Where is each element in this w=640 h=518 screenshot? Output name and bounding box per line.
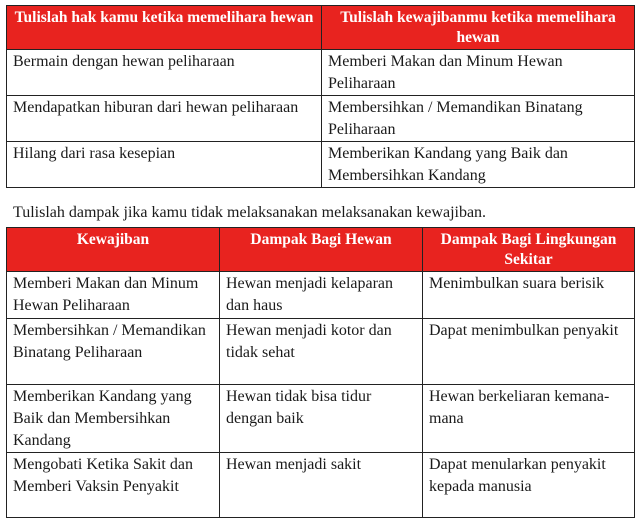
table-header-row	[7, 228, 635, 272]
table-row	[7, 453, 635, 518]
rights-obligations-table	[6, 5, 635, 188]
cell-obligation: Membersihkan / Memandikan Binatang Peliharaan	[7, 319, 220, 385]
cell-impact-animal: Hewan menjadi kelaparan dan haus	[220, 272, 423, 319]
cell-obligation: Memberi Makan dan Minum Hewan Peliharaan	[7, 272, 220, 319]
cell-impact-environment: Dapat menularkan penyakit kepada manusia	[423, 453, 635, 518]
cell-obligation: Memberi Makan dan Minum Hewan Peliharaan	[322, 50, 635, 96]
cell-impact-environment: Hewan berkeliaran kemana-mana	[423, 385, 635, 453]
impact-table	[6, 227, 635, 518]
cell-impact-animal: Hewan menjadi sakit	[220, 453, 423, 518]
header-impact-environment: Dampak Bagi Lingkungan Sekitar	[423, 228, 635, 272]
cell-right: Bermain dengan hewan peliharaan	[7, 50, 322, 96]
table-row	[7, 385, 635, 453]
table-row	[7, 272, 635, 319]
header-rights: Tulislah hak kamu ketika memelihara hewan	[7, 6, 322, 50]
table-header-row	[7, 6, 635, 50]
table-row	[7, 50, 635, 96]
cell-right: Hilang dari rasa kesepian	[7, 142, 322, 188]
header-obligation: Kewajiban	[7, 228, 220, 272]
table-row	[7, 319, 635, 385]
cell-obligation: Membersihkan / Memandikan Binatang Peliharaan	[322, 96, 635, 142]
table-row	[7, 142, 635, 188]
cell-obligation: Memberikan Kandang yang Baik dan Membersihkan Kandang	[322, 142, 635, 188]
cell-obligation: Memberikan Kandang yang Baik dan Membersihkan Kandang	[7, 385, 220, 453]
cell-obligation: Mengobati Ketika Sakit dan Memberi Vaksin Penyakit	[7, 453, 220, 518]
table-row	[7, 96, 635, 142]
cell-impact-environment: Menimbulkan suara berisik	[423, 272, 635, 319]
cell-impact-environment: Dapat menimbulkan penyakit	[423, 319, 635, 385]
header-impact-animal: Dampak Bagi Hewan	[220, 228, 423, 272]
header-obligations: Tulislah kewajibanmu ketika memelihara hewan	[322, 6, 635, 50]
cell-impact-animal: Hewan tidak bisa tidur dengan baik	[220, 385, 423, 453]
cell-right: Mendapatkan hiburan dari hewan peliharaan	[7, 96, 322, 142]
instruction-caption: Tulislah dampak jika kamu tidak melaksanakan melaksanakan kewajiban.	[13, 204, 487, 221]
cell-impact-animal: Hewan menjadi kotor dan tidak sehat	[220, 319, 423, 385]
